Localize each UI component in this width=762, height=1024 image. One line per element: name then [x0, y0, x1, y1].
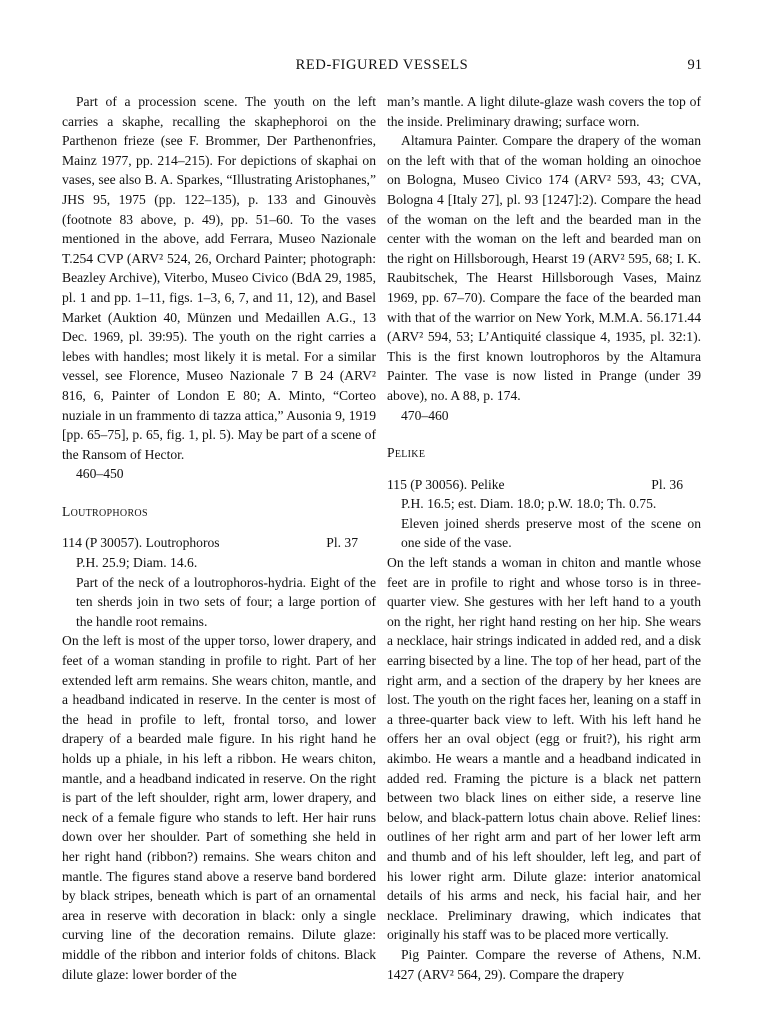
- description-continued: man’s mantle. A light dilute-glaze wash covers the top of the inside. Preliminary drawing; surface worn.: [387, 94, 701, 129]
- date-range: 460–450: [76, 466, 124, 482]
- running-head: RED-FIGURED VESSELS: [295, 57, 469, 73]
- condition-note: Eleven joined sherds preserve most of the scene on one side of the vase.: [401, 515, 701, 551]
- paragraph-pig-painter: Pig Painter. Compare the reverse of Athens, N.M. 1427 (ARV² 564, 29). Compare the drapery: [387, 946, 701, 982]
- section-heading-pelike: Pelike: [387, 445, 426, 461]
- paragraph-procession: Part of a procession scene. The youth on the left carries a skaphe, recalling the skaphephoroi on the Parthenon frieze (see F. Brommer, Der Parthenonfries, Mainz 1977, pp. 214–215). For depictions of skaphai on vases, see also B. A. Sparkes, “Illustrating Aristophanes,” JHS 95, 1975 (pp. 122–135), p. 133 and Ginouvès (footnote 83 above, p. 49), pp. 51–60. To the vases mentioned in the above, add Ferrara, Museo Nazionale T.254 CVP (ARV² 524, 26, Orchard Painter; photograph: Beazley Archive), Viterbo, Museo Civico (BdA 29, 1985, pl. 1 and pp. 1–11, figs. 1–3, 6, 7, and 11, 12), and Basel Market (Auktion 40, Münzen und Medaillen A.G., 13 Dec. 1969, pl. 39:95). The youth on the right carries a lebes with handles; most likely it is metal. For a similar vessel, see Florence, Museo Nazionale 7 B 24 (ARV² 816, 6, Painter of London E 80; A. Minto, “Corteo nuziale in un frammento di tazza attica,” Ausonia 9, 1919 [pp. 65–75], p. 65, fig. 1, pl. 5). May be part of a scene of the Ransom of Hector.: [62, 94, 376, 462]
- page-header: [62, 57, 702, 79]
- catalog-entry-114: [62, 533, 376, 553]
- catalog-entry-115: [387, 475, 701, 495]
- date-range: 470–460: [401, 407, 449, 423]
- plate-reference: Pl. 37: [326, 535, 358, 551]
- entry-title: 115 (P 30056). Pelike: [387, 476, 505, 492]
- dimensions: P.H. 25.9; Diam. 14.6.: [76, 555, 198, 571]
- dimensions: P.H. 16.5; est. Diam. 18.0; p.W. 18.0; Th. 0.75.: [401, 496, 657, 512]
- description: On the left stands a woman in chiton and mantle whose feet are in profile to right and whose torso is in three-quarter view. She gestures with her left hand to a youth on the right, her right hand resting on her hip. She wears a necklace, hair strings indicated in added red, and a disk earring bisected by a line. The top of her head, part of the right arm, and a section of the drapery by her knees are lost. The youth on the right faces her, leaning on a staff in a three-quarter back view to left. With his left hand he offers her an oval object (egg or fruit?), his right arm akimbo. He wears a mantle and a headband indicated in added red. Framing the picture is a black net pattern between two black lines on either side, a reserve line below, and black-pattern lotus chain above. Relief lines: outlines of her right arm and part of her lower left arm and thumb and of his left shoulder, left leg, and part of his lower right arm. Dilute glaze: interior anatomical details of his arms and neck, his facial hair, and her necklace. Preliminary drawing, which indicates that originally his staff was to be placed more vertically.: [387, 555, 701, 943]
- section-heading-loutrophoros: Loutrophoros: [62, 503, 148, 519]
- paragraph-altamura: Altamura Painter. Compare the drapery of the woman on the left with that of the woman holding an oinochoe on Bologna, Museo Civico 174 (ARV² 593, 43; CVA, Bologna 4 [Italy 27], pl. 93 [1247]:2). Compare the head of the woman on the left and the bearded man in the center with the woman on the left and bearded man on the right on Hillsborough, Hearst 19 (ARV² 595, 68; I. K. Raubitschek, The Hearst Hillsborough Vases, Mainz 1969, pp. 67–70). Compare the face of the bearded man with that of the warrior on New York, M.M.A. 56.171.44 (ARV² 594, 53; L’Antiquité classique 4, 1935, pl. 32:1). This is the first known loutrophoros by the Altamura Painter. The vase is now listed in Prange (under 39 above), no. A 88, p. 174.: [387, 133, 701, 403]
- condition-note: Part of the neck of a loutrophoros-hydria. Eight of the ten sherds join in two sets of four; a large portion of the handle root remains.: [76, 574, 376, 629]
- entry-title: 114 (P 30057). Loutrophoros: [62, 535, 220, 551]
- description: On the left is most of the upper torso, lower drapery, and feet of a woman standing in profile to right. Part of her extended left arm remains. She wears chiton, mantle, and a headband indicated in reserve. In the center is most of the head in profile to left, frontal torso, and lower drapery of a bearded male figure. In his right hand he holds up a phiale, in his left a ribbon. He wears chiton, mantle, and a headband indicated in reserve. On the right is part of the left shoulder, right arm, lower drapery, and neck of a female figure who stands to left. Her hair runs down over her shoulder. Part of something she held in her right hand (ribbon?) remains. She wears chiton and mantle. The figures stand above a reserve band bordered by black stripes, beneath which is part of an ornamental area in reserve with decoration in black: only a single curving line of the decoration remains. Dilute glaze: middle of the ribbon and interior folds of chitons. Black dilute glaze: lower border of the: [62, 633, 376, 982]
- left-column: [62, 92, 376, 984]
- page-number: 91: [687, 57, 702, 73]
- right-column: [387, 92, 701, 984]
- plate-reference: Pl. 36: [651, 476, 683, 492]
